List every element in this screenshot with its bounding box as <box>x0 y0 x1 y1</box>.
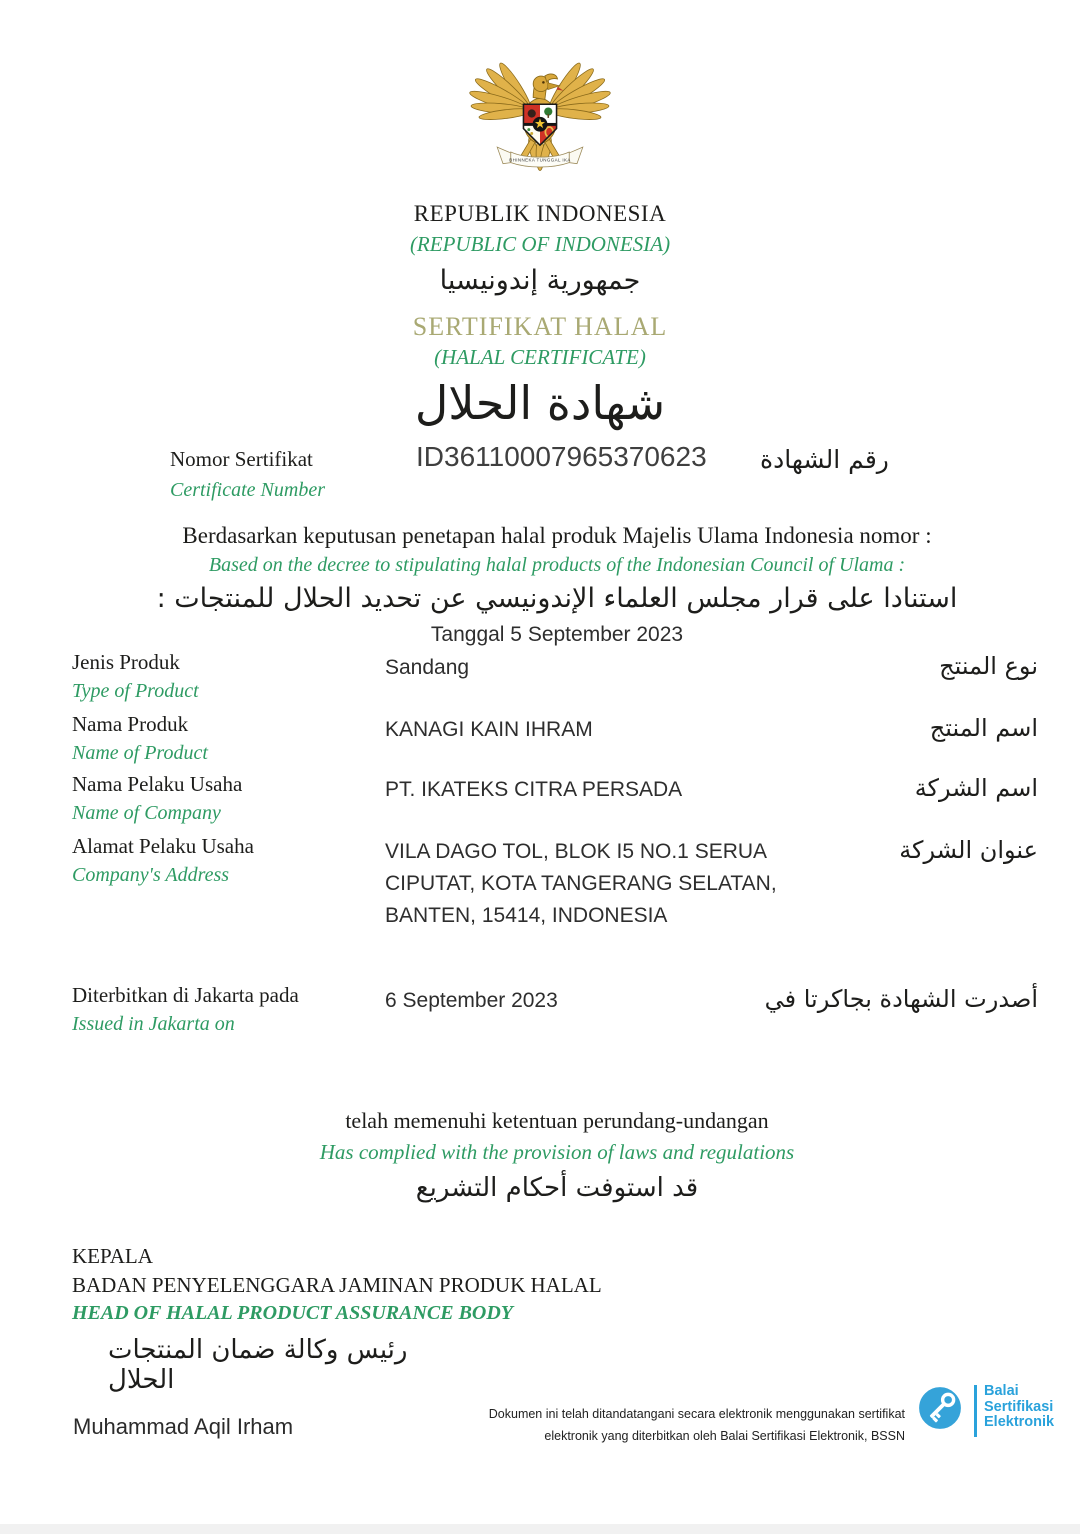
compliance-line-ar: قد استوفت أحكام التشريع <box>415 1173 699 1203</box>
field-value: KANAGI KAIN IHRAM <box>385 718 593 741</box>
garuda-pancasila-emblem <box>467 50 613 178</box>
certificate-number-label <box>170 447 325 502</box>
signatory-title-id-1: KEPALA <box>72 1244 153 1268</box>
address-line-2: CIPUTAT, KOTA TANGERANG SELATAN, <box>385 872 777 895</box>
field-value <box>385 836 777 932</box>
certificate-number-label-en: Certificate Number <box>170 479 325 501</box>
field-label-id: Jenis Produk <box>72 650 180 674</box>
decree-line-id: Berdasarkan keputusan penetapan halal produk Majelis Ulama Indonesia nomor : <box>182 523 932 548</box>
certificate-number-value: ID36110007965370623 <box>416 441 707 472</box>
disclaimer-line-2: elektronik yang diterbitkan oleh Balai Sertifikasi Elektronik, BSSN <box>544 1429 905 1443</box>
field-value: Sandang <box>385 656 470 679</box>
field-label-ar: أصدرت الشهادة بجاكرتا في <box>764 985 1038 1013</box>
field-label-id: Diterbitkan di Jakarta pada <box>72 983 299 1007</box>
field-label-en: Type of Product <box>72 680 199 702</box>
field-label-ar: اسم المنتج <box>929 714 1038 742</box>
electronic-signature-disclaimer <box>489 1403 905 1447</box>
country-name-en: (REPUBLIC OF INDONESIA) <box>409 232 671 256</box>
bse-key-icon <box>916 1384 964 1432</box>
certificate-title-id: SERTIFIKAT HALAL <box>412 312 668 341</box>
bse-logo-line-2: Sertifikasi <box>984 1398 1054 1415</box>
address-line-3: BANTEN, 15414, INDONESIA <box>385 904 668 927</box>
decree-statement <box>34 523 1080 647</box>
signatory-name: Muhammad Aqil Irham <box>73 1414 294 1439</box>
field-label-ar: نوع المنتج <box>939 652 1038 680</box>
bse-logo-line-1: Balai <box>984 1383 1019 1399</box>
certificate-number-label-id: Nomor Sertifikat <box>170 447 313 471</box>
certificate-number-label-ar: رقم الشهادة <box>760 445 889 474</box>
signatory-title-id-2: BADAN PENYELENGGARA JAMINAN PRODUK HALAL <box>72 1273 602 1297</box>
compliance-statement <box>34 1108 1080 1203</box>
page-bottom-edge <box>0 1524 1080 1534</box>
compliance-line-id: telah memenuhi ketentuan perundang-undangan <box>345 1108 769 1133</box>
field-label-en: Name of Product <box>72 742 208 764</box>
bse-logo-text <box>984 1384 1054 1431</box>
emblem-motto-text: BHINNEKA TUNGGAL IKA <box>509 157 571 163</box>
field-label-en: Company's Address <box>72 864 230 886</box>
field-label-id: Alamat Pelaku Usaha <box>72 834 254 858</box>
bse-logo-divider <box>974 1385 977 1437</box>
disclaimer-line-1: Dokumen ini telah ditandatangani secara elektronik menggunakan sertifikat <box>488 1407 905 1421</box>
balai-sertifikasi-elektronik-logo <box>916 1382 1076 1440</box>
garuda-pancasila-icon <box>467 50 613 178</box>
country-name-ar: جمهورية إندونيسيا <box>439 265 641 296</box>
signatory-title-en: HEAD OF HALAL PRODUCT ASSURANCE BODY <box>72 1302 514 1324</box>
field-value: PT. IKATEKS CITRA PERSADA <box>385 778 683 801</box>
certificate-header <box>0 201 1080 429</box>
field-label-en: Name of Company <box>72 802 221 824</box>
certificate-title-ar: شهادة الحلال <box>414 376 666 430</box>
certificate-title-en: (HALAL CERTIFICATE) <box>434 345 646 369</box>
field-label-ar: عنوان الشركة <box>899 836 1038 864</box>
field-label-en: Issued in Jakarta on <box>72 1013 235 1035</box>
signatory-block <box>72 1244 1038 1395</box>
field-label-id: Nama Produk <box>72 712 189 736</box>
compliance-line-en: Has complied with the provision of laws and regulations <box>319 1140 795 1164</box>
decree-line-en: Based on the decree to stipulating halal products of the Indonesian Council of Ulama : <box>208 554 906 576</box>
country-name-id: REPUBLIK INDONESIA <box>413 201 667 226</box>
decree-line-ar: استنادا على قرار مجلس العلماء الإندونيسي عن تحديد الحلال للمنتجات : <box>156 583 958 614</box>
field-label-ar: اسم الشركة <box>914 774 1038 802</box>
field-value: 6 September 2023 <box>385 989 558 1012</box>
address-line-1: VILA DAGO TOL, BLOK I5 NO.1 SERUA <box>385 840 768 863</box>
field-label-id: Nama Pelaku Usaha <box>72 772 243 796</box>
decree-date: Tanggal 5 September 2023 <box>430 623 684 646</box>
bse-logo-line-3: Elektronik <box>984 1414 1055 1430</box>
signatory-title-ar: رئيس وكالة ضمان المنتجات الحلال <box>108 1335 408 1395</box>
certificate-number-row <box>170 441 1080 511</box>
